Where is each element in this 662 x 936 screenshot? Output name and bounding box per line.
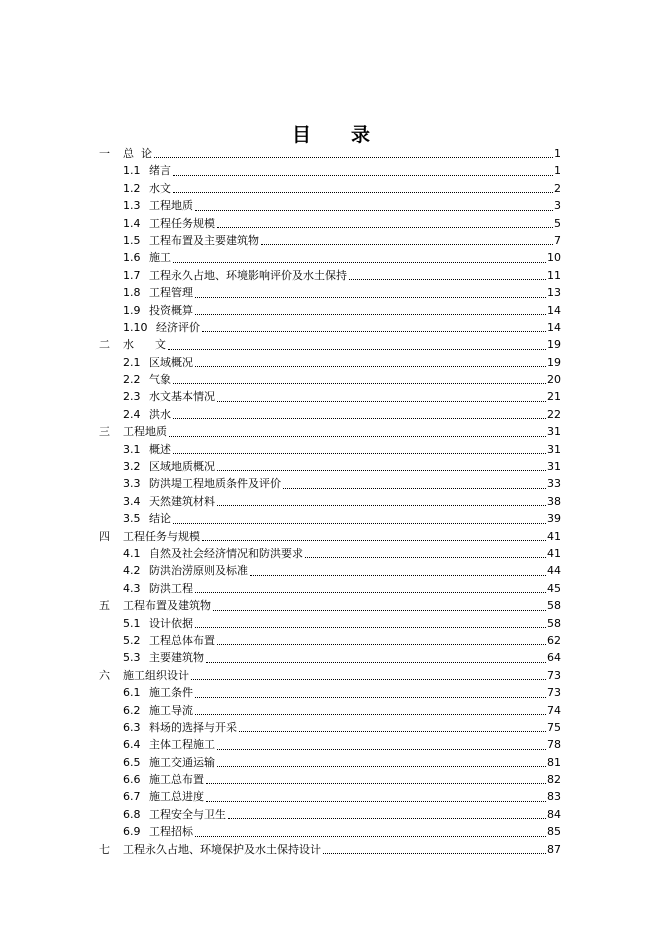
toc-dot-leader (168, 349, 546, 350)
toc-dot-leader (217, 470, 546, 471)
toc-entry-label: 绪言 (149, 164, 171, 178)
toc-section-entry[interactable] (99, 736, 561, 753)
toc-entry-page-number: 82 (547, 773, 561, 787)
toc-section-entry[interactable] (99, 632, 561, 649)
toc-dot-leader (217, 749, 546, 750)
toc-dot-leader (173, 453, 546, 454)
toc-entry-number: 1.6 (123, 251, 141, 265)
toc-entry-label: 结论 (149, 512, 171, 526)
toc-entry-number: 六 (99, 668, 110, 682)
toc-entry-page-number: 75 (547, 720, 561, 734)
toc-dot-leader (250, 575, 546, 576)
toc-entry-label: 水文 (149, 181, 171, 195)
toc-title-char-1: 目 (291, 124, 311, 146)
toc-entry-label: 区域概况 (149, 355, 193, 369)
toc-entry-number: 3.4 (123, 494, 141, 508)
toc-dot-leader (195, 592, 546, 593)
toc-entry-number: 2.4 (123, 407, 141, 421)
toc-entry-page-number: 85 (547, 825, 561, 839)
toc-entry-number: 2.1 (123, 355, 141, 369)
toc-entry-page-number: 3 (554, 199, 561, 213)
toc-entry-page-number: 19 (547, 355, 561, 369)
toc-dot-leader (195, 297, 546, 298)
toc-entry-page-number: 1 (554, 164, 561, 178)
toc-entry-number: 6.7 (123, 790, 141, 804)
toc-entry-label: 施工总布置 (149, 773, 204, 787)
toc-entry-page-number: 5 (554, 216, 561, 230)
toc-dot-leader (217, 766, 546, 767)
toc-chapter-entry[interactable] (99, 423, 561, 440)
toc-section-entry[interactable] (99, 215, 561, 232)
toc-entry-page-number: 13 (547, 286, 561, 300)
toc-entry-label: 区域地质概况 (149, 460, 215, 474)
table-of-contents (99, 145, 561, 858)
toc-dot-leader (173, 262, 546, 263)
toc-entry-number: 6.1 (123, 686, 141, 700)
toc-dot-leader (261, 244, 553, 245)
toc-entry-page-number: 19 (547, 338, 561, 352)
toc-entry-label: 施工组织设计 (123, 668, 189, 682)
toc-entry-label: 工程地质 (123, 425, 167, 439)
toc-section-entry[interactable] (99, 180, 561, 197)
toc-section-entry[interactable] (99, 267, 561, 284)
toc-dot-leader (191, 679, 546, 680)
toc-entry-label: 料场的选择与开采 (149, 720, 237, 734)
toc-entry-number: 5.3 (123, 651, 141, 665)
toc-dot-leader (169, 436, 546, 437)
toc-entry-number: 6.5 (123, 755, 141, 769)
toc-entry-label: 设计依据 (149, 616, 193, 630)
toc-entry-label: 工程永久占地、环境影响评价及水土保持 (149, 268, 347, 282)
toc-section-entry[interactable] (99, 719, 561, 736)
toc-entry-page-number: 44 (547, 564, 561, 578)
toc-entry-page-number: 83 (547, 790, 561, 804)
toc-entry-page-number: 58 (547, 616, 561, 630)
toc-section-entry[interactable] (99, 441, 561, 458)
toc-dot-leader (195, 836, 546, 837)
toc-entry-page-number: 10 (547, 251, 561, 265)
toc-entry-label: 工程地质 (149, 199, 193, 213)
toc-entry-label: 施工交通运输 (149, 755, 215, 769)
toc-dot-leader (217, 505, 546, 506)
toc-entry-number: 1.1 (123, 164, 141, 178)
toc-entry-label: 工程任务规模 (149, 216, 215, 230)
toc-entry-page-number: 58 (547, 599, 561, 613)
toc-entry-page-number: 2 (554, 181, 561, 195)
toc-entry-number: 1.10 (123, 320, 148, 334)
toc-section-entry[interactable] (99, 406, 561, 423)
toc-title (0, 120, 662, 147)
toc-entry-label: 防洪治涝原则及标准 (149, 564, 248, 578)
toc-entry-number: 4.3 (123, 581, 141, 595)
toc-dot-leader (349, 279, 546, 280)
toc-entry-label: 工程管理 (149, 286, 193, 300)
toc-entry-number: 1.2 (123, 181, 141, 195)
toc-entry-number: 5.1 (123, 616, 141, 630)
toc-section-entry[interactable] (99, 162, 561, 179)
toc-section-entry[interactable] (99, 510, 561, 527)
toc-chapter-entry[interactable] (99, 667, 561, 684)
toc-entry-label: 防洪工程 (149, 581, 193, 595)
toc-section-entry[interactable] (99, 771, 561, 788)
toc-entry-page-number: 62 (547, 633, 561, 647)
toc-entry-label: 水 文 (123, 338, 166, 352)
toc-entry-number: 6.8 (123, 807, 141, 821)
toc-entry-page-number: 87 (547, 842, 561, 856)
toc-chapter-entry[interactable] (99, 597, 561, 614)
toc-dot-leader (195, 314, 546, 315)
toc-entry-number: 七 (99, 842, 110, 856)
toc-section-entry[interactable] (99, 302, 561, 319)
toc-entry-number: 一 (99, 147, 110, 160)
toc-entry-number: 2.2 (123, 373, 141, 387)
toc-entry-number: 6.2 (123, 703, 141, 717)
toc-section-entry[interactable] (99, 371, 561, 388)
toc-entry-page-number: 73 (547, 686, 561, 700)
toc-entry-label: 工程安全与卫生 (149, 807, 226, 821)
toc-section-entry[interactable] (99, 562, 561, 579)
toc-dot-leader (206, 801, 546, 802)
toc-entry-label: 主要建筑物 (149, 651, 204, 665)
toc-entry-page-number: 31 (547, 425, 561, 439)
toc-entry-label: 施工 (149, 251, 171, 265)
toc-section-entry[interactable] (99, 475, 561, 492)
toc-entry-page-number: 11 (547, 268, 561, 282)
toc-dot-leader (195, 210, 553, 211)
toc-entry-number: 3.5 (123, 512, 141, 526)
toc-section-entry[interactable] (99, 615, 561, 632)
toc-dot-leader (217, 401, 546, 402)
toc-dot-leader (173, 175, 553, 176)
toc-entry-page-number: 39 (547, 512, 561, 526)
toc-entry-number: 3.3 (123, 477, 141, 491)
toc-chapter-entry[interactable] (99, 145, 561, 162)
toc-entry-label: 水文基本情况 (149, 390, 215, 404)
toc-entry-page-number: 74 (547, 703, 561, 717)
toc-entry-number: 4.2 (123, 564, 141, 578)
toc-dot-leader (173, 192, 553, 193)
toc-entry-page-number: 64 (547, 651, 561, 665)
toc-dot-leader (173, 418, 546, 419)
toc-section-entry[interactable] (99, 788, 561, 805)
toc-entry-number: 1.3 (123, 199, 141, 213)
toc-entry-number: 6.6 (123, 773, 141, 787)
toc-entry-label: 施工条件 (149, 686, 193, 700)
toc-section-entry[interactable] (99, 823, 561, 840)
toc-dot-leader (195, 697, 546, 698)
toc-entry-page-number: 41 (547, 546, 561, 560)
toc-chapter-entry[interactable] (99, 336, 561, 353)
toc-entry-page-number: 21 (547, 390, 561, 404)
toc-entry-page-number: 1 (554, 147, 561, 160)
toc-chapter-entry[interactable] (99, 841, 561, 858)
toc-section-entry[interactable] (99, 232, 561, 249)
toc-entry-label: 施工总进度 (149, 790, 204, 804)
toc-dot-leader (305, 557, 546, 558)
toc-entry-number: 1.8 (123, 286, 141, 300)
toc-dot-leader (323, 853, 546, 854)
toc-section-entry[interactable] (99, 493, 561, 510)
toc-entry-label: 投资概算 (149, 303, 193, 317)
toc-section-entry[interactable] (99, 684, 561, 701)
toc-section-entry[interactable] (99, 806, 561, 823)
toc-entry-number: 4.1 (123, 546, 141, 560)
toc-entry-label: 自然及社会经济情况和防洪要求 (149, 546, 303, 560)
toc-entry-page-number: 31 (547, 442, 561, 456)
toc-dot-leader (239, 731, 546, 732)
toc-entry-number: 2.3 (123, 390, 141, 404)
toc-entry-page-number: 41 (547, 529, 561, 543)
toc-dot-leader (195, 627, 546, 628)
toc-entry-label: 天然建筑材料 (149, 494, 215, 508)
toc-entry-number: 1.4 (123, 216, 141, 230)
toc-entry-page-number: 73 (547, 668, 561, 682)
toc-dot-leader (195, 714, 546, 715)
toc-entry-label: 总 论 (123, 147, 152, 160)
toc-entry-page-number: 78 (547, 738, 561, 752)
toc-entry-label: 工程总体布置 (149, 633, 215, 647)
toc-section-entry[interactable] (99, 249, 561, 266)
toc-chapter-entry[interactable] (99, 528, 561, 545)
toc-dot-leader (202, 331, 546, 332)
toc-section-entry[interactable] (99, 197, 561, 214)
toc-entry-number: 5.2 (123, 633, 141, 647)
toc-section-entry[interactable] (99, 580, 561, 597)
toc-section-entry[interactable] (99, 319, 561, 336)
toc-title-char-2: 录 (351, 124, 371, 146)
toc-entry-page-number: 20 (547, 373, 561, 387)
toc-entry-label: 概述 (149, 442, 171, 456)
toc-entry-page-number: 14 (547, 303, 561, 317)
toc-entry-number: 3.1 (123, 442, 141, 456)
toc-entry-label: 防洪堤工程地质条件及评价 (149, 477, 281, 491)
toc-entry-number: 二 (99, 338, 110, 352)
toc-dot-leader (154, 157, 553, 158)
toc-entry-page-number: 84 (547, 807, 561, 821)
toc-entry-number: 三 (99, 425, 110, 439)
toc-entry-number: 1.9 (123, 303, 141, 317)
toc-dot-leader (206, 662, 546, 663)
toc-section-entry[interactable] (99, 388, 561, 405)
toc-dot-leader (228, 818, 546, 819)
toc-entry-label: 工程布置及主要建筑物 (149, 233, 259, 247)
toc-entry-label: 工程任务与规模 (123, 529, 200, 543)
toc-section-entry[interactable] (99, 354, 561, 371)
toc-entry-number: 6.3 (123, 720, 141, 734)
toc-entry-page-number: 22 (547, 407, 561, 421)
toc-entry-label: 工程永久占地、环境保护及水土保持设计 (123, 842, 321, 856)
toc-entry-label: 主体工程施工 (149, 738, 215, 752)
toc-entry-page-number: 31 (547, 460, 561, 474)
toc-entry-label: 施工导流 (149, 703, 193, 717)
toc-dot-leader (206, 783, 546, 784)
toc-dot-leader (213, 610, 546, 611)
toc-section-entry[interactable] (99, 702, 561, 719)
toc-dot-leader (173, 523, 546, 524)
toc-dot-leader (173, 383, 546, 384)
toc-entry-page-number: 38 (547, 494, 561, 508)
toc-entry-label: 经济评价 (156, 320, 200, 334)
toc-section-entry[interactable] (99, 649, 561, 666)
toc-section-entry[interactable] (99, 545, 561, 562)
toc-entry-number: 五 (99, 599, 110, 613)
toc-entry-page-number: 14 (547, 320, 561, 334)
toc-entry-number: 6.9 (123, 825, 141, 839)
toc-section-entry[interactable] (99, 284, 561, 301)
toc-dot-leader (195, 366, 546, 367)
toc-entry-label: 工程招标 (149, 825, 193, 839)
toc-entry-number: 1.7 (123, 268, 141, 282)
toc-entry-page-number: 45 (547, 581, 561, 595)
toc-entry-label: 工程布置及建筑物 (123, 599, 211, 613)
toc-entry-page-number: 81 (547, 755, 561, 769)
toc-entry-page-number: 7 (554, 233, 561, 247)
toc-section-entry[interactable] (99, 458, 561, 475)
toc-entry-number: 3.2 (123, 460, 141, 474)
toc-dot-leader (202, 540, 546, 541)
toc-entry-page-number: 33 (547, 477, 561, 491)
toc-entry-label: 洪水 (149, 407, 171, 421)
toc-section-entry[interactable] (99, 754, 561, 771)
toc-entry-number: 6.4 (123, 738, 141, 752)
toc-entry-number: 1.5 (123, 233, 141, 247)
toc-entry-label: 气象 (149, 373, 171, 387)
toc-dot-leader (217, 227, 553, 228)
toc-dot-leader (283, 488, 546, 489)
toc-entry-number: 四 (99, 529, 110, 543)
toc-dot-leader (217, 644, 546, 645)
